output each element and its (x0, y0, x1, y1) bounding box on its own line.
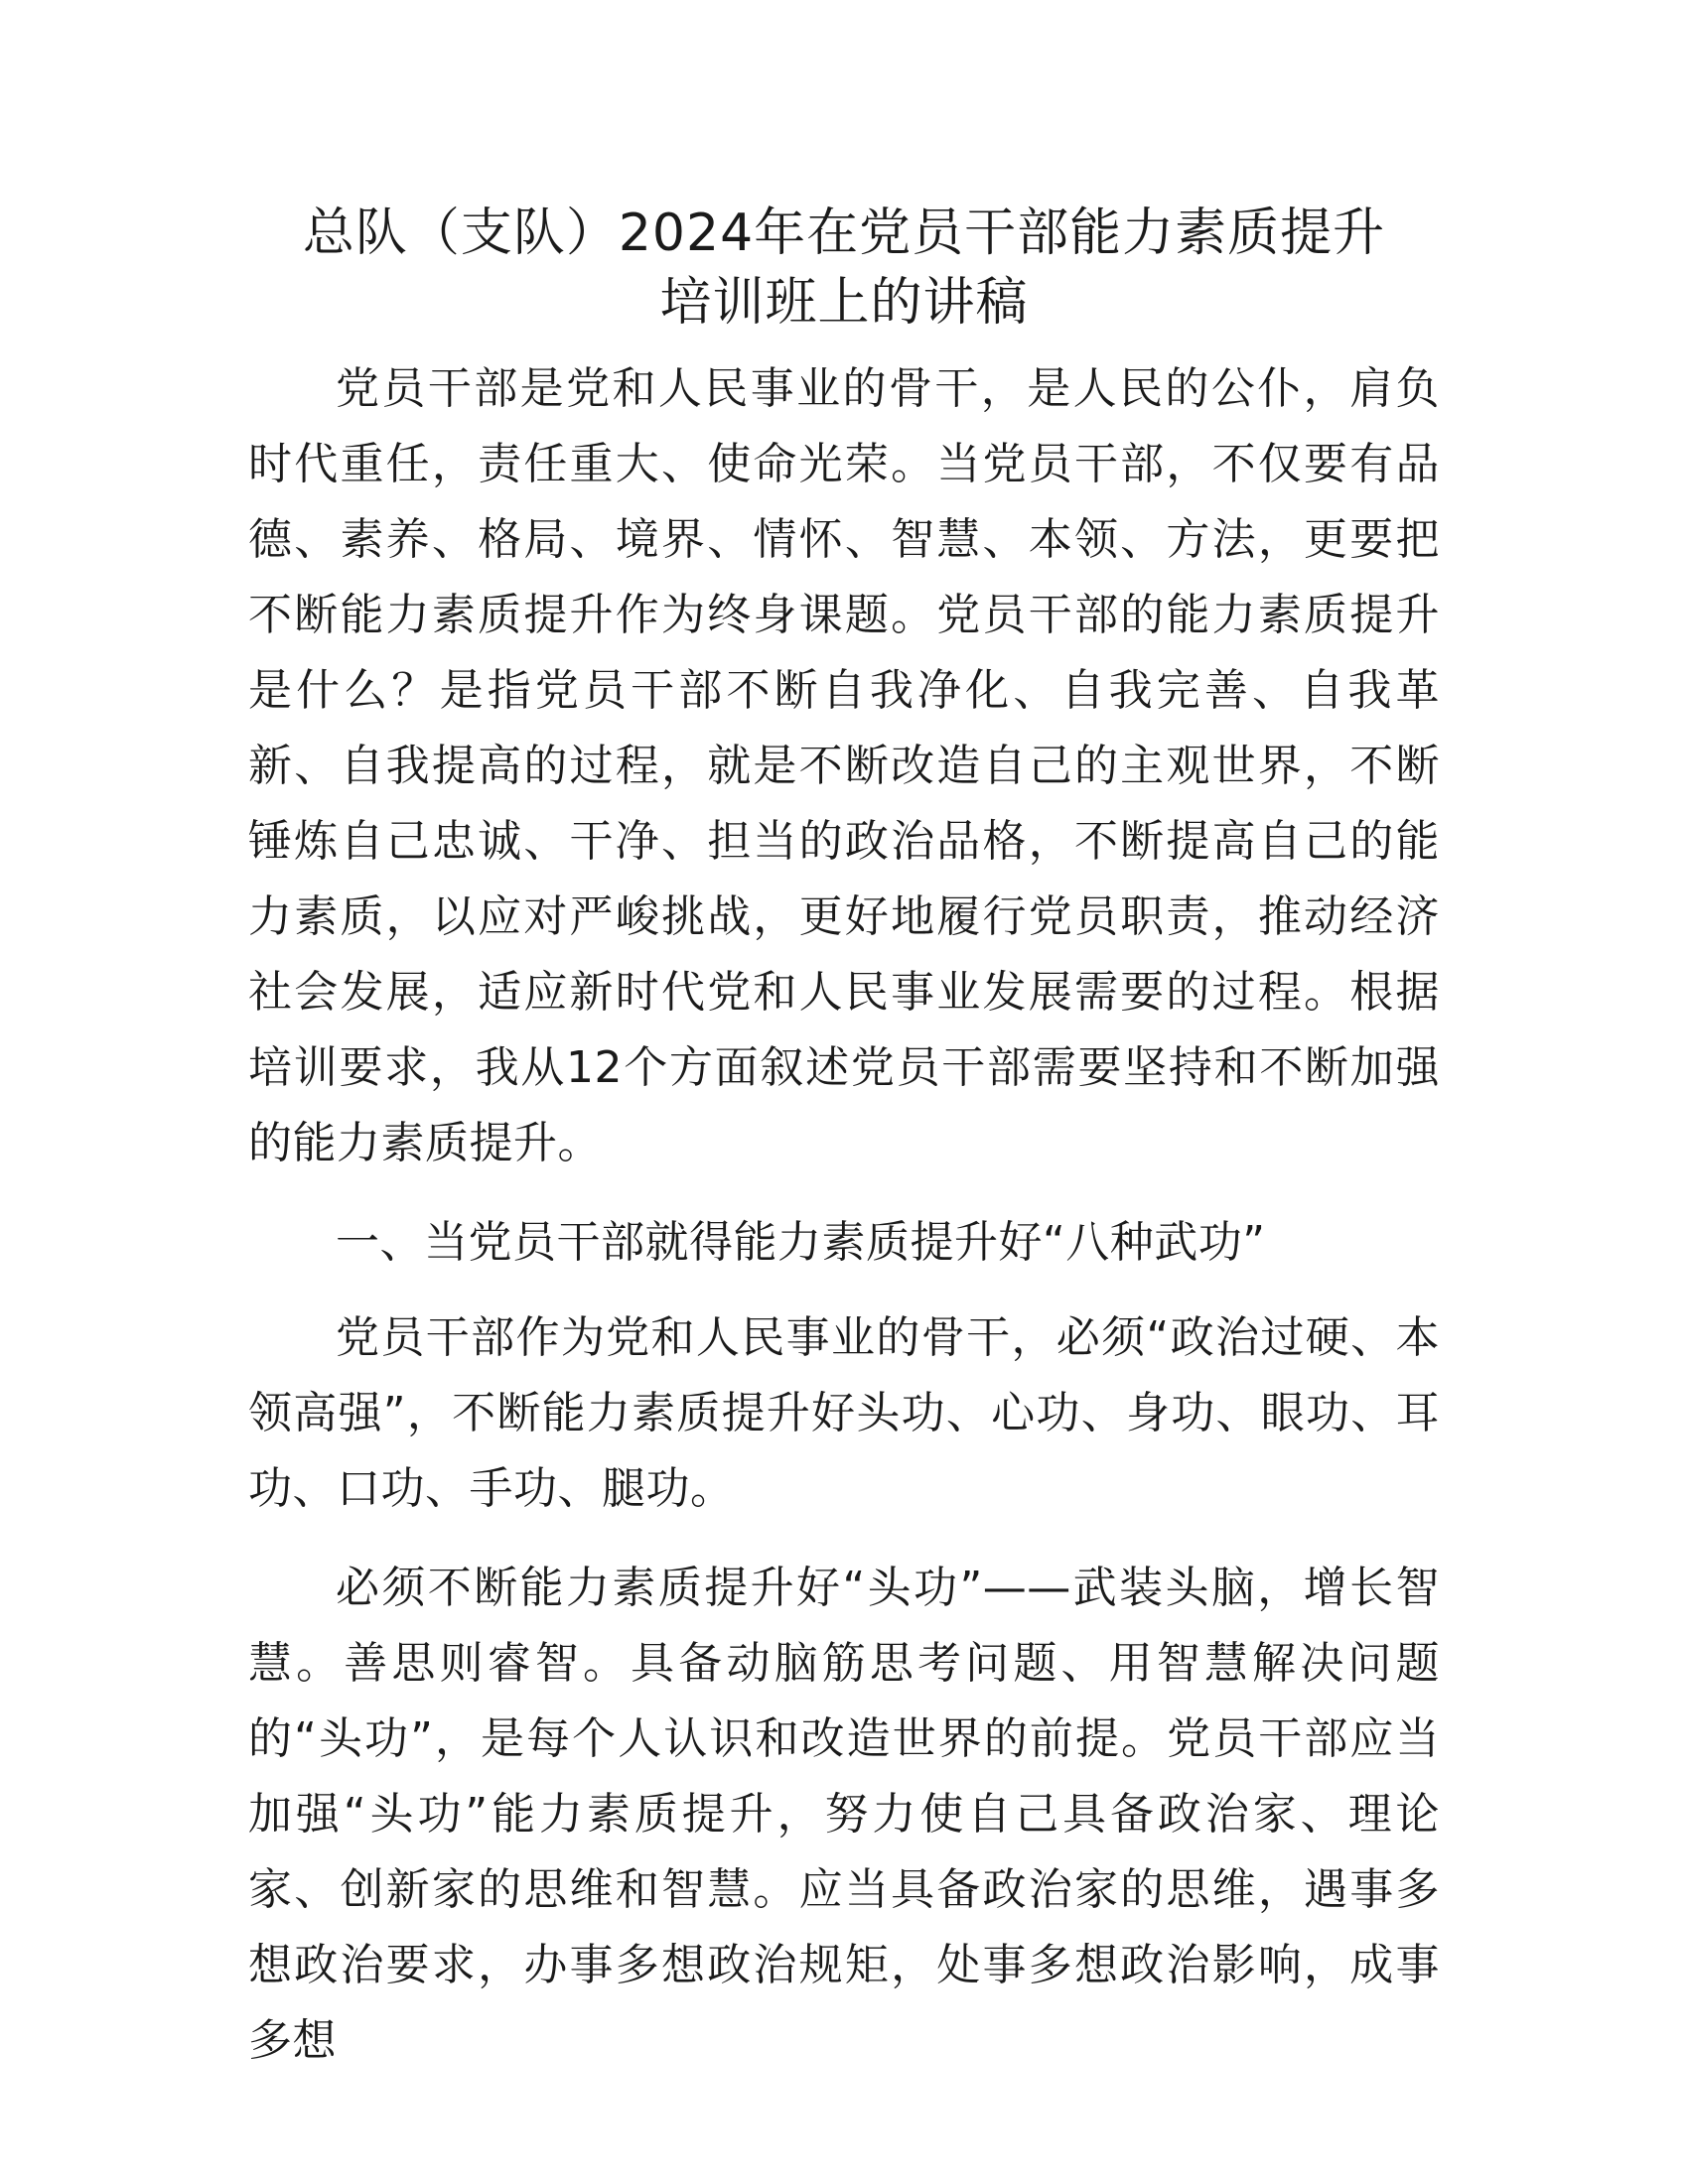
section-1-paragraph-2: 必须不断能力素质提升好“头功”——武装头脑，增长智慧。善思则睿智。具备动脑筋思考问题、用智慧解决问题的“头功”，是每个人认识和改造世界的前提。党员干部应当加强“头功”能力素质提升，努力使自己具备政治家、理论家、创新家的思维和智慧。应当具备政治家的思维，遇事多想政治要求，办事多想政治规矩，处事多想政治影响，成事多想 (248, 1563, 1440, 2066)
section-heading-1: 一、当党员干部就得能力素质提升好“八种武功” (336, 1217, 1266, 1268)
document-page (248, 199, 1440, 2079)
section-1-paragraph-1: 党员干部作为党和人民事业的骨干，必须“政治过硬、本领高强”，不断能力素质提升好头功、心功、身功、眼功、耳功、口功、手功、腿功。 (248, 1312, 1440, 1514)
intro-paragraph: 党员干部是党和人民事业的骨干，是人民的公仆，肩负时代重任，责任重大、使命光荣。当党员干部，不仅要有品德、素养、格局、境界、情怀、智慧、本领、方法，更要把不断能力素质提升作为终身课题。党员干部的能力素质提升是什么？是指党员干部不断自我净化、自我完善、自我革新、自我提高的过程，就是不断改造自己的主观世界，不断锤炼自己忠诚、干净、担当的政治品格，不断提高自己的能力素质，以应对严峻挑战，更好地履行党员职责，推动经济社会发展，适应新时代党和人民事业发展需要的过程。根据培训要求，我从12个方面叙述党员干部需要坚持和不断加强的能力素质提升。 (248, 363, 1440, 1168)
title-line-1: 总队（支队）2024年在党员干部能力素质提升 (302, 204, 1386, 263)
document-title (248, 199, 1440, 338)
title-line-2: 培训班上的讲稿 (659, 273, 1029, 333)
